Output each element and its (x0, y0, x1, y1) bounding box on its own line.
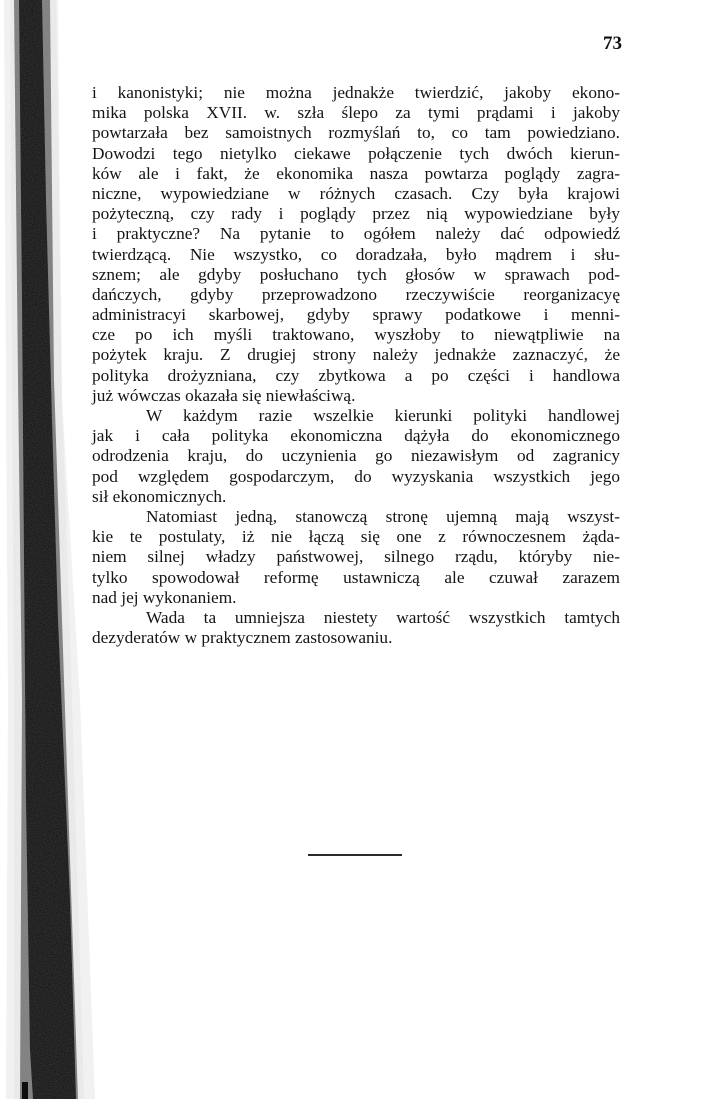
text-line: twierdzącą. Nie wszystko, co doradzała, było mądrem i słu- (92, 244, 620, 264)
page-number: 73 (603, 33, 622, 54)
text-line: dańczych, gdyby przeprowadzono rzeczywiście reorganizacyę (92, 284, 620, 304)
text-line: dezyderatów w praktycznem zastosowaniu. (92, 628, 393, 648)
text-line: kie te postulaty, iż nie łączą się one z równoczesnem żąda- (92, 527, 620, 547)
text-line: już wówczas okazała się niewłaściwą. (92, 385, 356, 405)
text-line: cze po ich myśli traktowano, wyszłoby to niewątpliwie na (92, 325, 620, 345)
paragraph (92, 507, 620, 608)
paragraph (92, 406, 620, 507)
text-line: powtarzała bez samoistnych rozmyślań to, co tam powiedziano. (92, 123, 620, 143)
binding-shadow (0, 0, 100, 1099)
text-line: Natomiast jedną, stanowczą stronę ujemną mają wszyst- (146, 506, 620, 526)
section-end-rule (308, 854, 402, 856)
text-line: sił ekonomicznych. (92, 486, 227, 506)
text-line: nad jej wykonaniem. (92, 587, 237, 607)
text-line: pożyteczną, czy rady i poglądy przez nią wypowiedziane były (92, 204, 620, 224)
text-line: pod względem gospodarczym, do wyzyskania wszystkich jego (92, 466, 620, 486)
text-line: niczne, wypowiedziane w różnych czasach. Czy była krajowi (92, 183, 620, 203)
text-line: pożytek kraju. Z drugiej strony należy jednakże zaznaczyć, że (92, 345, 620, 365)
text-line: W każdym razie wszelkie kierunki polityki handlowej (146, 406, 620, 425)
text-line: ków ale i fakt, że ekonomika nasza powtarza poglądy zagra- (92, 163, 620, 183)
text-line: sznem; ale gdyby posłuchano tych głosów w sprawach pod- (92, 264, 620, 284)
text-line: jak i cała polityka ekonomiczna dążyła do ekonomicznego (92, 426, 620, 446)
text-line: niem silnej władzy państwowej, silnego rządu, któryby nie- (92, 547, 620, 567)
text-line: i praktyczne? Na pytanie to ogółem należy dać odpowiedź (92, 224, 620, 244)
paragraph (92, 608, 620, 648)
text-line: Dowodzi tego nietylko ciekawe połączenie tych dwóch kierun- (92, 143, 620, 163)
text-line: mika polska XVII. w. szła ślepo za tymi prądami i jakoby (92, 103, 620, 123)
text-line: i kanonistyki; nie można jednakże twierdzić, jakoby ekono- (92, 83, 620, 102)
text-line: administracyi skarbowej, gdyby sprawy podatkowe i menni- (92, 305, 620, 325)
text-line: polityka drożyzniana, czy zbytkowa a po części i handlowa (92, 365, 620, 385)
body-text (92, 83, 620, 648)
text-line: Wada ta umniejsza niestety wartość wszystkich tamtych (146, 607, 620, 627)
text-line: tylko spowodował reformę ustawniczą ale czuwał zarazem (92, 567, 620, 587)
paragraph (92, 83, 620, 406)
text-line: odrodzenia kraju, do uczynienia go niezawisłym od zagranicy (92, 446, 620, 466)
